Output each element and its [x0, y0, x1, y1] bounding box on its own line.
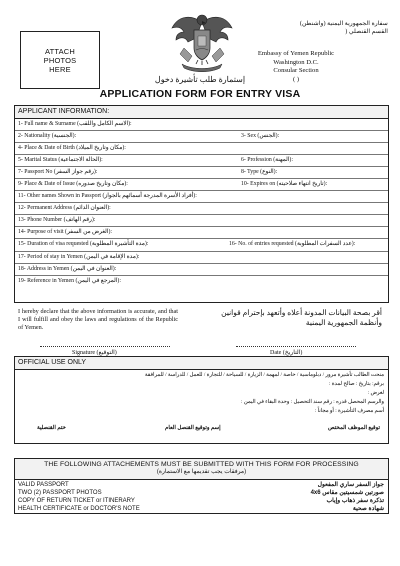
form-row-marital[interactable] [15, 155, 388, 167]
form-title-arabic: إستمارة طلب تأشيرة دخول [154, 75, 246, 84]
form-row-other-names[interactable] [15, 191, 388, 203]
applicant-info-heading: APPLICANT INFORMATION: [15, 106, 388, 119]
form-row-birth[interactable] [15, 143, 388, 155]
field-label: 12- Permanent Address (العنوان الدائم): [18, 205, 111, 212]
consulate-stamp-label: ختم القنصلية [37, 425, 66, 431]
field-label: 19- Reference in Yemen (المرجع في اليمن): [18, 277, 121, 284]
applicant-rows [15, 119, 388, 287]
field-label: 3- Sex (الجنس): [241, 133, 280, 140]
form-row-duration[interactable] [15, 239, 388, 251]
field-label: 9- Place & Date of Issue (مكان وتاريخ صدوره): [18, 181, 128, 188]
attachment-english: COPY OF RETURN TICKET or ITINERARY [18, 498, 135, 504]
field-label: 6- Profession (المهنة): [241, 157, 293, 164]
embassy-english-line: ( ) [292, 75, 300, 83]
official-use-heading: OFFICIAL USE ONLY [15, 357, 388, 370]
attachments-heading-arabic: (مرفقات يجب تقديمها مع الاستمارة) [156, 469, 247, 475]
attachment-item [15, 497, 388, 505]
form-row-purpose[interactable] [15, 227, 388, 239]
field-label: 1- Full name & Surname (الاسم الكامل واللقب): [18, 121, 132, 127]
field-label: 2- Nationality (الجنسية): [18, 133, 77, 140]
form-row-stay[interactable] [15, 252, 388, 264]
form-title: APPLICATION FORM FOR ENTRY VISA [99, 88, 301, 100]
embassy-english-line: Consular Section [273, 67, 319, 74]
signature-line[interactable] [40, 346, 170, 347]
attachment-english: HEALTH CERTIFICATE or DOCTOR'S NOTE [18, 506, 140, 512]
official-use-section [14, 356, 389, 444]
field-label: 8- Type (النوع): [241, 169, 278, 176]
official-line: منحت الطالب تأشيرة مرور / دبلوماسية / خاصة / لمهمة / الزيارة / للسياحة / للتجارة / للعمل / للدراسة / للمرافقة [144, 372, 384, 378]
embassy-arabic-line: سفارة الجمهورية اليمنية (واشنطن) [299, 20, 388, 27]
official-line: والرسم المحصل قدره : رقم سند التحصيل : وحدة البقاء في اليمن : [241, 399, 384, 405]
attachment-arabic: تذكرة سفر ذهاب وإياب [326, 498, 384, 504]
field-label: 11- Other names Shown in Passport (أفراد الأسرة المدرجة أسمائهم بالجواز): [18, 193, 197, 200]
attachment-english: TWO (2) PASSPORT PHOTOS [18, 490, 102, 496]
attachment-english: VALID PASSPORT [18, 482, 69, 488]
official-line: لغرض : [367, 390, 384, 396]
form-row-phone[interactable] [15, 215, 388, 227]
field-label: 17- Period of stay in Yemen (مدة الإقامة في اليمن): [18, 253, 140, 260]
embassy-arabic [248, 20, 388, 36]
embassy-english-line: Embassy of Yemen Republic [257, 50, 335, 57]
field-label: 5- Marital Status (الحالة الاجتماعية): [18, 157, 103, 164]
field-label: 4- Place & Date of Birth (مكان وتاريخ الميلاد): [18, 145, 126, 152]
form-row-nationality[interactable] [15, 131, 388, 143]
attachment-item [15, 489, 388, 497]
embassy-english-line: Washington D.C. [273, 58, 319, 66]
form-row-address[interactable] [15, 203, 388, 215]
attachments-section [14, 458, 389, 514]
official-line: برقم: بتاريخ : صالح لمدة : [328, 381, 384, 387]
declaration-english: I hereby declare that the above information is accurate, and that I will fulfill and obey the laws and regulations of the Republic of Yemen. [18, 308, 178, 331]
form-row-passport[interactable] [15, 167, 388, 179]
field-label: 13- Phone Number (رقم الهاتف): [18, 217, 96, 224]
yemen-eagle-emblem-icon [170, 8, 234, 74]
attachment-item [15, 505, 388, 513]
form-row-reference[interactable] [15, 276, 388, 287]
consul-signature-label: إسم وتوقيع القنصل العام [165, 425, 221, 431]
embassy-arabic-line: القسم القنصلي ( [345, 28, 388, 35]
field-label: 16- No. of entries requested (عدد السفرات المطلوبة): [229, 241, 356, 248]
attachments-heading-english: THE FOLLOWING ATTACHEMENTS MUST BE SUBMITTED WITH THIS FORM FOR PROCESSING [44, 461, 359, 468]
field-label: 15- Duration of visa requested (مدة التأشيرة المطلوبة): [18, 241, 149, 248]
attachments-heading [15, 459, 388, 480]
date-label: Date (التاريخ) [270, 350, 303, 356]
attachment-arabic: شهادة صحية [352, 506, 384, 512]
signature-label: Signature (التوقيع) [72, 350, 117, 356]
field-label: 14- Purpose of visit (الغرض من السفر): [18, 229, 112, 236]
applicant-info-section [14, 105, 389, 303]
date-line[interactable] [236, 346, 356, 347]
field-label: 18- Address in Yemen (العنوان في اليمن): [18, 265, 117, 272]
photo-box-text: ATTACH PHOTOS HERE [43, 46, 77, 74]
form-row-full-name[interactable] [15, 119, 388, 131]
officer-signature-label: توقيع الموظف المختص [328, 425, 380, 431]
form-row-address-yemen[interactable] [15, 264, 388, 276]
official-line: أسم مصرف التأشيرة : أو مجاناً : [314, 408, 384, 414]
field-label: 10- Expires on (تاريخ انتهاء صلاحيته): [241, 181, 328, 188]
form-row-issue[interactable] [15, 179, 388, 191]
attachment-item [15, 481, 388, 489]
attachment-arabic: جواز السفر ساري المفعول [317, 482, 384, 488]
declaration-arabic: أقر بصحة البيانات المدونة أعلاه وأتعهد بإحترام قوانين وأنظمة الجمهورية اليمنية [221, 308, 382, 327]
field-label: 7- Passport No (رقم جواز السفر): [18, 169, 98, 176]
attachment-arabic: صورتين شمسيتين مقاس 4x6 [310, 490, 384, 496]
